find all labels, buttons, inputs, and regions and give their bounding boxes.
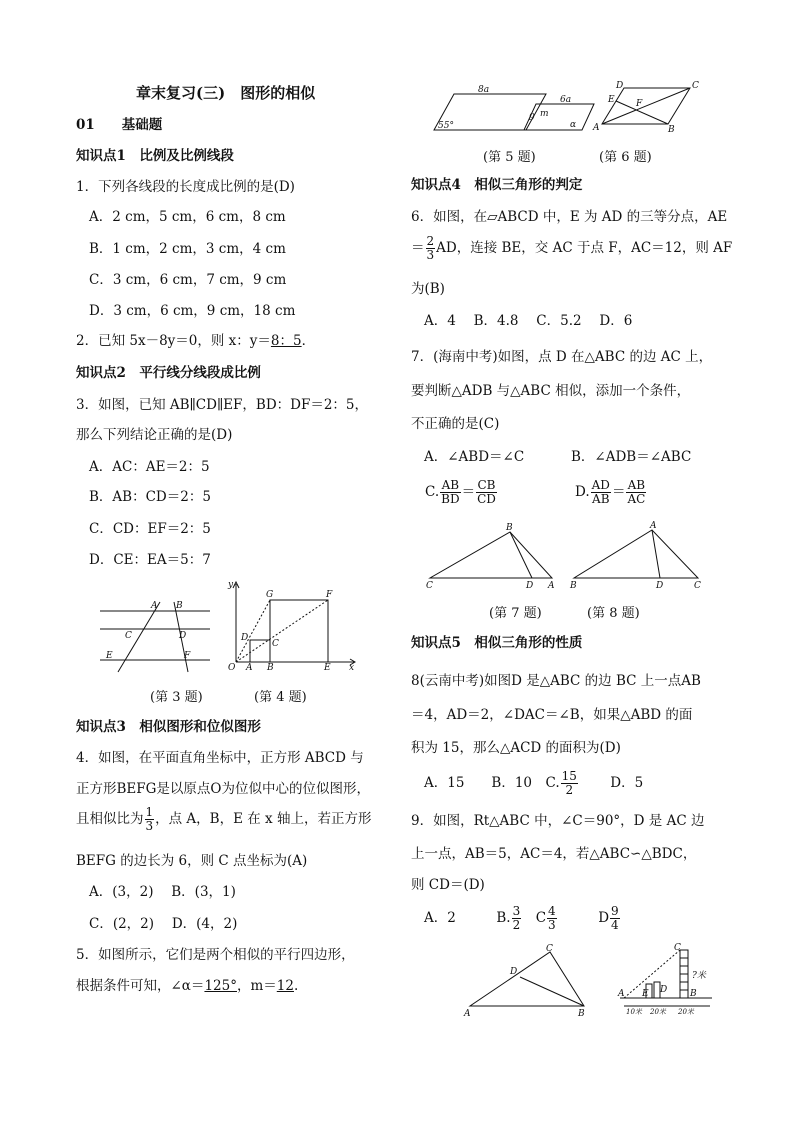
fig5-label-8a: 8a [478,85,490,95]
q6-line3: 为(B) [411,281,445,297]
q9-c-frac [547,905,557,932]
q5-line2-a: 根据条件可知，∠α＝ [76,978,205,994]
q4-options-ab: A．(3，2) B．(3，1) [89,884,236,900]
q7-d-frac1-den: AB [592,492,610,506]
q6-line1: 6．如图，在▱ABCD 中，E 为 AD 的三等分点，AE [411,209,728,225]
q4-line2: 正方形BEFG是以原点O为位似中心的位似图形， [76,781,370,797]
fig9-label-b: B [578,1009,585,1019]
q7-c-frac1-num: AB [441,478,460,492]
q8-options [424,768,643,798]
q4-line3-a: 且相似比为 [76,811,144,827]
q7-option-b: B．∠ADB＝∠ABC [571,449,692,465]
caption-fig6: (第 6 题) [599,150,652,165]
q7-d-frac1-num: AD [591,478,610,492]
q4-line1: 4．如图，在平面直角坐标中，正方形 ABCD 与 [76,750,364,766]
fig5-label-55: 55° [438,121,454,131]
q3-option-d: D．CE：EA＝5：7 [89,552,211,568]
q1-option-c: C．3 cm，6 cm，7 cm，9 cm [89,272,287,288]
q9-line2: 上一点，AB＝5，AC＝4，若△ABC∽△BDC， [411,846,697,862]
q6-fraction [426,235,436,262]
q9-d-num: 9 [611,904,619,918]
fig5-label-alpha: α [570,120,577,130]
q7-d-frac1 [591,479,611,506]
q5-line2-b: ，m＝ [236,978,277,994]
fig4-label-e: E [324,663,331,673]
q8-frac-num: 15 [561,769,577,783]
q9-line3: 则 CD＝(D) [411,877,485,893]
knowledge-point-2: 知识点2 平行线分线段成比例 [76,365,261,381]
figure-5 [430,84,590,136]
fig6-diagonal-ac [602,88,690,124]
figure-9 [460,944,590,1020]
fig4-dashed-ray-g [236,600,270,662]
fig9-label-a: A [464,1009,471,1019]
q1-stem: 1．下列各线段的长度成比例的是(D) [76,179,295,195]
q7-d-frac2 [626,479,646,506]
fig6-label-e: E [608,95,615,105]
section-number: 01 [76,117,95,133]
section-heading [76,116,162,134]
q4-options-cd: C．(2，2) D．(4，2) [89,916,238,932]
q7-d-eq: ＝ [611,484,626,500]
fig8-label-d: D [656,581,664,591]
q5-line1: 5．如图所示，它们是两个相似的平行四边形， [76,947,355,963]
fig3-label-d: D [179,631,187,641]
fig4-label-a: A [246,663,253,673]
fig7-segment-bd [510,532,532,578]
q7-option-d [575,476,647,508]
q7-option-c [425,476,498,508]
fig4-label-c: C [272,639,279,649]
fig6-label-f: F [636,99,643,109]
q9-b-frac [512,905,522,932]
fig3-label-c: C [125,631,132,641]
q4-fraction [145,806,155,833]
q3-option-a: A．AC：AE＝2：5 [89,459,210,475]
fig3-label-f: F [184,651,191,661]
q8-frac-den: 2 [565,783,574,797]
fig4-label-o: O [228,663,236,673]
caption-fig3: (第 3 题) [150,690,203,705]
q1-option-a: A．2 cm，5 cm，6 cm，8 cm [89,209,286,225]
q8-options-b: D．5 [578,775,644,791]
fig4-label-b: B [267,663,274,673]
fig4-dashed-ray-f [236,600,328,662]
q8-line2: ＝4，AD＝2，∠DAC＝∠B，如果△ABD 的面 [411,707,693,723]
fig7-label-c: C [426,581,433,591]
fig5-label-m: m [540,109,549,119]
knowledge-point-1: 知识点1 比例及比例线段 [76,148,234,164]
q9-d-den: 4 [611,918,619,932]
fig8-label-c: C [694,581,701,591]
fig8-triangle-abc [574,530,698,578]
q7-line2: 要判断△ADB 与△ABC 相似，添加一个条件， [411,383,691,399]
q9-option-c: C [535,910,547,926]
fig4-label-x: x [349,663,355,673]
q4-frac-num: 1 [145,805,154,819]
q8-line1: 8(云南中考)如图D 是△ABC 的边 BC 上一点AB [411,673,701,689]
q4-line3-b: ，点 A，B，E 在 x 轴上，若正方形 [155,811,372,827]
q8-line3: 积为 15，那么△ACD 的面积为(D) [411,740,621,756]
q2-answer: 8：5 [270,333,302,349]
fig4-label-d: D [241,633,249,643]
fig3-label-a: A [151,601,158,611]
fig10-label-10m: 10米 [626,1008,642,1016]
fig3-label-b: B [176,601,183,611]
q1-option-d: D．3 cm，6 cm，9 cm，18 cm [89,303,296,319]
fig6-label-d: D [616,81,624,91]
q2 [76,332,315,350]
q9-b-num: 3 [512,904,521,918]
fig5-label-9: 9 [529,113,535,123]
q7-line1: 7．(海南中考)如图，点 D 在△ABC 的边 AC 上， [411,349,713,365]
q7-c-frac2-num: CB [477,478,496,492]
q6-frac-den: 3 [426,248,435,262]
figure-6 [592,80,702,136]
q4-line3 [76,806,371,833]
q7-c-frac1 [440,479,460,506]
figure-4 [226,578,360,672]
fig5-label-6a: 6a [560,95,572,105]
knowledge-point-5: 知识点5 相似三角形的性质 [411,635,583,651]
figure-10 [618,944,714,1016]
fig10-label-e: E [642,989,649,999]
section-name: 基础题 [121,117,163,133]
knowledge-point-4: 知识点4 相似三角形的判定 [411,177,583,193]
q8-options-a: A．15 B．10 C. [424,775,560,791]
fig8-label-a: A [650,521,657,531]
q1-option-b: B．1 cm，2 cm，3 cm，4 cm [89,241,286,257]
q6-options: A．4 B．4.8 C．5.2 D．6 [424,313,633,329]
q3-line1: 3．如图，已知 AB∥CD∥EF，BD：DF＝2：5， [76,397,369,413]
q9-b-den: 2 [512,918,521,932]
fig10-label-c: C [674,943,681,953]
q4-frac-den: 3 [145,819,154,833]
q6-line2 [411,235,732,262]
q8-fraction [561,770,578,797]
q7-c-eq: ＝ [461,484,476,500]
fig10-label-20m-b: 20米 [678,1008,694,1016]
knowledge-point-3: 知识点3 相似图形和位似图形 [76,719,261,735]
q5-end: . [293,978,299,994]
q2-text: 2．已知 5x－8y＝0，则 x：y＝ [76,333,271,349]
q3-option-c: C．CD：EF＝2：5 [89,521,211,537]
fig10-label-a: A [618,989,625,999]
q9-option-d: D [598,910,610,926]
q7-c-frac2 [476,479,497,506]
q2-end: ． [301,333,316,349]
caption-fig8: (第 8 题) [587,606,640,621]
q7-option-d-label: D. [575,484,590,500]
q3-line2: 那么下列结论正确的是(D) [76,427,233,443]
q5-line2 [76,977,298,995]
fig6-label-b: B [668,125,675,135]
q6-line2-b: AD，连接 BE，交 AC 于点 F，AC＝12，则 AF [436,240,733,256]
fig4-label-f: F [326,590,333,600]
q7-c-frac1-den: BD [441,492,460,506]
caption-fig7: (第 7 题) [489,606,542,621]
q7-d-frac2-num: AB [627,478,646,492]
q4-line4: BEFG 的边长为 6，则 C 点坐标为(A) [76,853,308,869]
fig10-label-b: B [690,989,697,999]
q9-d-frac [610,905,620,932]
fig6-label-c: C [692,81,699,91]
fig6-label-a: A [593,123,600,133]
q7-line3: 不正确的是(C) [411,416,500,432]
q9-c-num: 4 [548,904,556,918]
fig10-label-20m-a: 20米 [650,1008,666,1016]
q3-option-b: B．AB：CD＝2：5 [89,489,211,505]
fig9-label-c: C [546,944,553,954]
q5-answer-m: 12 [276,978,294,994]
q7-option-a: A．∠ABD＝∠C [424,449,525,465]
q7-c-frac2-den: CD [477,492,496,506]
figure-3 [98,596,216,676]
fig7-label-b: B [506,523,513,533]
caption-fig5: (第 5 题) [483,150,536,165]
q9-c-den: 3 [548,918,556,932]
q9-option-a: A．2 [424,910,456,926]
fig10-label-height: ?米 [692,971,706,981]
q5-answer-alpha: 125° [204,978,237,994]
fig4-label-g: G [266,590,274,600]
fig7-label-d: D [526,581,534,591]
fig4-square-befg [270,600,328,662]
q9-line1: 9．如图，Rt△ABC 中，∠C＝90°，D 是 AC 边 [411,813,705,829]
figure-7 [424,524,558,590]
q7-d-frac2-den: AC [627,492,646,506]
page-title: 章末复习(三) 图形的相似 [136,84,316,102]
fig7-label-a: A [548,581,555,591]
figure-8 [568,520,704,590]
caption-fig4: (第 4 题) [254,690,307,705]
fig3-label-e: E [106,651,113,661]
fig8-label-b: B [570,581,577,591]
q9-option-b: B. [496,910,511,926]
fig9-label-d: D [510,967,518,977]
q6-frac-num: 2 [426,234,435,248]
q9-options [424,902,621,934]
q7-option-c-label: C. [425,484,440,500]
q6-line2-a: ＝ [411,240,425,256]
fig7-triangle-abc [430,532,552,578]
fig10-label-d: D [660,985,668,995]
fig4-label-y: y [228,580,234,590]
